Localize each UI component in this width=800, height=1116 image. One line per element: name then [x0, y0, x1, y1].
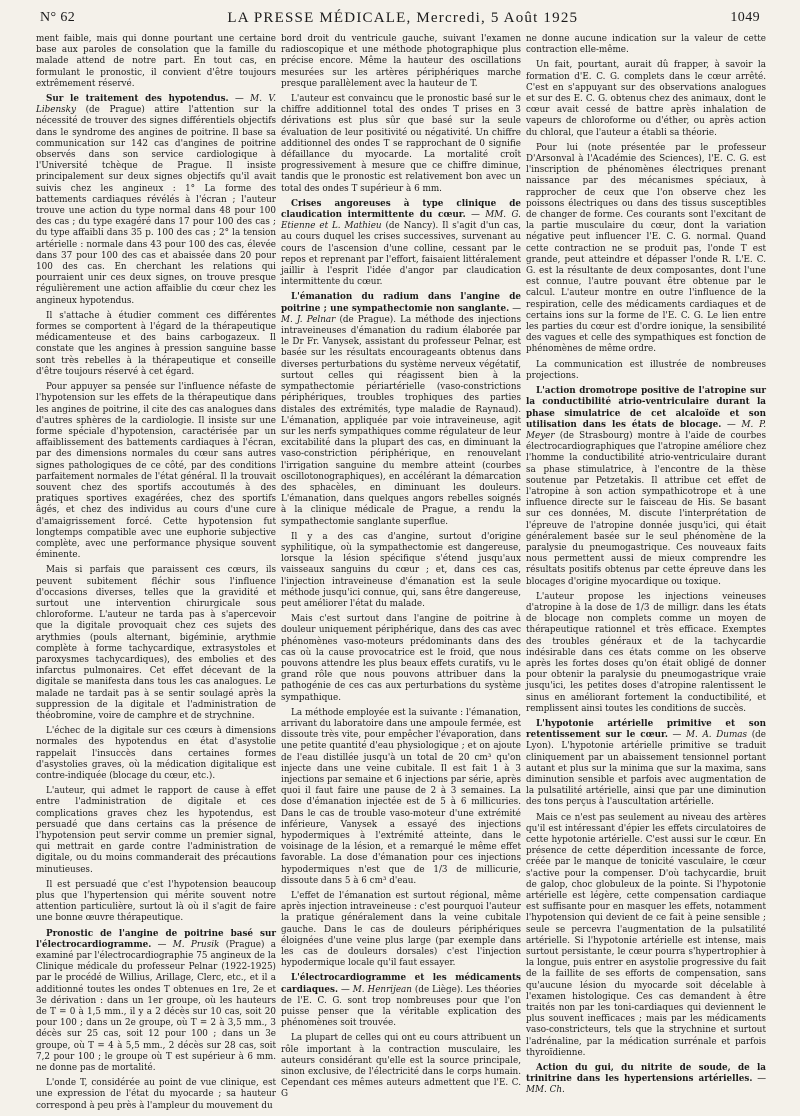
paragraph [36, 1078, 276, 1112]
page-number: 1049 [730, 10, 760, 25]
paragraph [281, 292, 521, 527]
page-header [40, 6, 760, 30]
section-heading: L'action dromotrope positive de l'atropine sur la conductibilité atrio-ventriculaire durant la phase simulatrice de cet alcaloïde et son utilisation dans les états de blocage. [526, 386, 766, 430]
paragraph [281, 94, 521, 195]
section-heading: Action du gui, du nitrite de soude, de la trinitrine dans les hypertensions artérielles. [526, 1063, 766, 1085]
paragraph [526, 1063, 766, 1097]
paragraph-text: La plupart de celles qui ont eu cours attribuent un rôle important à la contraction musculaire, les auteurs considérant qu'elle est la source principale, sinon exclusive, de l'électricité dans le corps humain. Cependant ces mêmes auteurs admettent que l'E. C. G [281, 1033, 521, 1100]
paragraph-text: Mais si parfais que paraissent ces cœurs, ils peuvent subitement fléchir sous l'influence d'occasions diverses, telles que la gravidité et surtout une intervention chirurgicale sous chloroforme. L'auteur ne tarda pas à s'apercevoir que la digitale provoquait chez ces sujets des arythmies (pouls alternant, bigéminie, arythmie complète à forme tachycardique, extrasystoles et paroxysmes tachycardiques), des embolies et des infarctus pulmonaires. Cet effet décevant de la digitale se manifesta dans tous les cas analogues. Le malade ne tardait pas à se sentir soulagé après la suppression de la digitale et l'administration de théobromine, voire de camphre et de strychnine. [36, 565, 276, 721]
paragraph [526, 386, 766, 588]
author-name: — MM. G. Etienne et L. Mathieu [281, 210, 521, 232]
paragraph-text: L'onde T, considérée au point de vue clinique, est une expression de l'état du myocarde ; sa hauteur correspond à peu près à l'ampleur du mouvement du [36, 1078, 276, 1111]
column-2 [281, 34, 521, 1116]
paragraph [281, 1033, 521, 1100]
paragraph-text: La méthode employée est la suivante : l'émanation, arrivant du laboratoire dans une ampoule fermée, est dissoute très vite, pour empêcher l'évaporation, dans une petite quantité d'eau physiologique ; et on ajoute de l'eau distillée jusqu'à un total de 20 cm³ qu'on injecte dans une veine cubitale. Il est fait 1 à 3 injections par semaine et 6 injections par série, après quoi il faut faire une pause de 2 à 3 semaines. La dose d'émanation injectée est de 5 à 6 millicuries. Dans le cas de trouble vaso-moteur d'une extrémité inférieure, Vanysek a essayé des injections hypodermiques à l'extrémité atteinte, dans le voisinage de la lésion, et a remarqué le même effet favorable. La dose d'émanation pour ces injections hypodermiques n'est que de 1/3 de millicurie, dissoute dans 5 à 6 cm³ d'eau. [281, 707, 521, 886]
paragraph-text: Il s'attache à étudier comment ces différentes formes se comportent à l'égard de la thérapeutique médicamenteuse et des bains carbogazeux. Il constate que les angines à pression sanguine basse sont très rebelles à la thérapeutique et conseille d'être toujours réservé à cet égard. [36, 310, 276, 377]
author-name: — M. Henrijean [338, 984, 412, 995]
paragraph [36, 726, 276, 782]
paragraph-text: Un fait, pourtant, aurait dû frapper, à savoir la formation d'E. C. G. complets dans le cœur arrêté. C'est en s'appuyant sur des observations analogues et sur des E. C. G. obtenus chez des animaux, dont le cœur avait cessé de battre après inhalation de vapeurs de chloroforme ou d'éther, ou après action du chloral, que l'auteur a établi sa théorie. [526, 60, 766, 138]
paragraph [36, 311, 276, 378]
paragraph-text: (Prague) a examiné par l'électrocardiographie 75 angineux de la Clinique médicale du professeur Pelnar (1922-1925) par le procédé de Willius, Arillage, Clerc, etc., et il a additionné toutes les ondes T obtenues en 1re, 2e et 3e dérivation : dans un 1er groupe, où les hauteurs de T = 0 à 1,5 mm., il y a 2 décès sur 10 cas, soit 20 pour 100 ; dans un 2e groupe, où T = 2 à 3,5 mm., 3 décès sur 25 cas, soit 12 pour 100 ; dans un 3e groupe, où T = 4 à 5,5 mm., 2 décès sur 28 cas, soit 7,2 pour 100 ; le groupe où T est supérieur à 6 mm. ne donne pas de mortalité. [36, 939, 277, 1074]
section-heading: Crises angoreuses à type clinique de claudication intermittente du cœur. [281, 198, 521, 221]
article-columns [36, 34, 767, 1111]
author-name: — M. P. Meyer [526, 419, 767, 441]
paragraph [526, 360, 766, 382]
paragraph-text: (de Strasbourg) montre à l'aide de courbes électrocardiographiques que l'atropine améliore chez l'homme la conductibilité atrio-ventriculaire durant sa phase stimulatrice, à l'encontre de la thèse soutenue par Petzetakis. Il attribue cet effet de l'atropine à son action sympathicotrope et à une influence directe sur le faisceau de His. Se basant sur ces données, M. discute l'interprétation de l'épreuve de l'atropine donnée jusqu'ici, qui était généralement basée sur le seul phénomène de la paralysie du pneumogastrique. Ces nouveaux faits nous permettent aussi de mieux comprendre les résultats positifs obtenus par cette épreuve dans les blocages d'origine myocardique ou toxique. [526, 430, 766, 587]
paragraph [281, 614, 521, 704]
paragraph-text: Pour lui (note présentée par le professeur D'Arsonval à l'Académie des Sciences), l'E. C. G. est l'inscription de phénomènes électriques prenant naissance par des mécanismes spéciaux, à rapprocher de ceux que l'on observe chez les poissons électriques ou dans des tissus susceptibles de changer de forme. Ces courants sont l'excitant de la partie musculaire du cœur, dont la variation négative peut influencer l'E. C. G. normal. Quand cette contraction ne se produit pas, l'onde T est grande, peut atteindre et dépasser l'onde R. L'E. C. G. est la résultante de deux composantes, dont l'une est connue, l'autre pouvant être obtenue par le calcul. L'auteur montre en outre l'influence de la respiration, celle des médicaments cardiaques et de certains ions sur la forme de l'E. C. G. Le lien entre les parties du cœur est d'ordre ionique, la sensibilité des vagues et celle des sympathiques est fonction de phénomènes de même ordre. [526, 142, 766, 355]
paragraph [36, 382, 276, 561]
paragraph [281, 532, 521, 610]
paragraph-text: L'auteur est convaincu que le pronostic basé sur le chiffre additionnel total des ondes T prises en 3 dérivations est plus sûr que basé sur la seule évaluation de leur positivité ou négativité. Un chiffre additionnel des ondes T se rapprochant de 0 signifie défaillance du myocarde. La mortalité croît progressivement à mesure que ce chiffre diminue, tandis que le pronostic est relativement bon avec un total des ondes T supérieur à 6 mm. [281, 94, 521, 194]
section-heading: L'hypotonie artérielle primitive et son retentissement sur le cœur. [526, 718, 766, 741]
paragraph [526, 813, 766, 1059]
section-heading: L'électrocardiogramme et les médicaments cardiaques. [281, 973, 521, 995]
paragraph [36, 94, 276, 307]
paragraph [36, 565, 276, 722]
paragraph [36, 34, 276, 90]
paragraph [281, 199, 521, 289]
paragraph-text: bord droit du ventricule gauche, suivant l'examen radioscopique et une méthode photographique plus précise encore. Même la hauteur des oscillations mesurées sur les artères périphériques marche presque parallèlement avec la hauteur de T. [281, 34, 521, 89]
paragraph [36, 786, 276, 876]
paragraph-text: L'auteur, qui admet le rapport de cause à effet entre l'administration de digitale et ces complications graves chez les hypotendus, est persuadé que dans certains cas la présence de l'hypotension peut servir comme un premier signal, qui mettrait en garde contre l'administration de digitale, ou du moins commanderait des précautions minutieuses. [36, 786, 276, 875]
section-heading: L'émanation du radium dans l'angine de poitrine ; une sympathectomie non sanglante. [281, 292, 521, 314]
paragraph-text: Il est persuadé que c'est l'hypotension beaucoup plus que l'hypertension qui mérite souvent notre attention particulière, surtout là où il s'agit de faire une bonne œuvre thérapeutique. [36, 879, 276, 924]
paragraph [526, 143, 766, 356]
paragraph-text: (de Prague). La méthode des injections intraveineuses d'émanation du radium élaborée par le Dr Fr. Vanysek, assistant du professeur Pelnar, est basée sur les résultats encourageants obtenus dans diverses perturbations du système nerveux végétatif, surtout celles qui réagissent bien à la sympathectomie périartérielle (vaso-constrictions périphériques, troubles trophiques des parties distales des extrémités, type maladie de Raynaud). L'émanation, appliquée par voie intraveineuse, agit sur les nerfs sympathiques comme régulateur de leur excitabilité dans la plupart des cas, en diminuant la vaso-constriction périphérique, en renouvelant l'irrigation sanguine du membre atteint (courbes oscillotonographiques), en accélérant la démarcation des sphacèles, en diminuant les douleurs. L'émanation, dans quelques angors rebelles soignés à la clinique médicale de Prague, a rendu la sympathectomie sanglante superflue. [281, 314, 521, 527]
paragraph [36, 929, 276, 1075]
author-name: — M. V. Libensky [36, 94, 276, 116]
author-name: — M. Prusik [151, 939, 220, 950]
paragraph [526, 719, 766, 809]
paragraph-text: (de Liège). Les théories de l'E. C. G. sont trop nombreuses pour que l'on puisse penser que la véritable explication des phénomènes soit trouvée. [281, 984, 521, 1029]
section-heading: Pronostic de l'angine de poitrine basé sur l'électrocardiogramme. [36, 928, 276, 950]
paragraph [526, 60, 766, 138]
paragraph [526, 34, 766, 56]
paragraph [281, 973, 521, 1029]
paragraph-text: Mais c'est surtout dans l'angine de poitrine à douleur uniquement périphérique, dans des cas avec phénomènes vaso-moteurs prédominants dans des cas où la cause provocatrice est le froid, que nous pouvons attendre les plus beaux effets curatifs, vu le grand rôle que nous pouvons attribuer dans la pathogénie de ces cas aux perturbations du système sympathique. [281, 614, 521, 703]
issue-number: N° 62 [40, 10, 76, 25]
paragraph-text: L'effet de l'émanation est surtout régional, même après injection intraveineuse : c'est pourquoi l'auteur la pratique généralement dans la veine cubitale gauche. Dans le cas de douleurs périphériques éloignées d'une veine plus large (par exemple dans les cas de douleurs dorsales) c'est l'injection hypodermique locale qu'il faut essayer. [281, 891, 521, 969]
paragraph-text: Il y a des cas d'angine, surtout d'origine syphilitique, où la sympathectomie est dangereuse, lorsque la lésion spécifique s'étend jusqu'aux vaisseaux sanguins du cœur ; et, dans ces cas, l'injection intraveineuse d'émanation est la seule méthode jusqu'ici connue, qui, sans être dangereuse, peut améliorer l'état du malade. [281, 531, 521, 609]
column-1 [36, 34, 276, 1116]
paragraph [281, 891, 521, 969]
author-name: — MM. Ch. [526, 1074, 766, 1096]
publication-title: LA PRESSE MÉDICALE, Mercredi, 5 Août 1925 [227, 9, 579, 26]
paragraph-text: L'échec de la digitale sur ces cœurs à dimensions normales des hypotendus en état d'asystolie rappelait l'insuccès dans certaines formes d'asystolies graves, où la médication digitalique est contre-indiquée (blocage du cœur, etc.). [36, 726, 276, 781]
paragraph-text: ne donne aucune indication sur la valeur de cette contraction elle-même. [526, 34, 766, 56]
paragraph-text: (de Prague) attire l'attention sur la nécessité de trouver des signes différentiels objectifs dans le syndrome des angines de poitrine. Il base sa communication sur 142 cas d'angines de poitrine observés dans son service cardiologique à l'Université tchèque de Prague. Il insiste principalement sur deux signes objectifs qu'il avait suivis chez les angineux : 1° La forme des battements cardiaques révélés à l'écran ; l'auteur trouve une action du type normal dans 48 pour 100 des cas ; du type exagéré dans 17 pour 100 des cas ; du type affaibli dans 35 p. 100 des cas ; 2° la tension artérielle : normale dans 43 pour 100 des cas, élevée dans 37 pour 100 des cas et abaissée dans 20 pour 100 des cas. En cherchant les relations qui pourraient unir ces deux signes, on trouve presque régulièrement une action affaiblie du cœur chez les angineux hypotendus. [36, 105, 276, 306]
paragraph-text: Pour appuyer sa pensée sur l'influence néfaste de l'hypotension sur les effets de la thérapeutique dans les angines de poitrine, il cite des cas analogues dans d'autres sphères de la cardiologie. Il insiste sur une forme spéciale d'hypotension, caractérisée par un affaiblissement des battements cardiaques à l'écran, par des dimensions normales du cœur sans autres signes pathologiques de ce côté, par des conditions parfaitement normales de l'état général. Il la trouvait souvent chez des sportifs accoutumés à des pratiques sportives exagérées, chez des sportifs âgés, et chez des individus au cours d'une cure d'amaigrissement forcé. Cette hypotension fut longtemps compatible avec une euphorie subjective complète, avec une performance physique souvent éminente. [36, 382, 276, 561]
column-3 [526, 34, 766, 1116]
section-heading: Sur le traitement des hypotendus. [46, 94, 229, 105]
author-name: — M. A. Dumas [667, 730, 748, 741]
paragraph-text: (de Lyon). L'hypotonie artérielle primitive se traduit cliniquement par un abaissement tensionnel portant autant et plus sur la minima que sur la maxima, sans diminution sensible et parfois avec augmentation de la pulsatilité artérielle, ainsi que par une diminution des tons perçus à l'auscultation artérielle. [526, 730, 766, 808]
paragraph-text: L'auteur propose les injections veineuses d'atropine à la dose de 1/3 de milligr. dans les états de blocage non complets comme un moyen de thérapeutique rationnel et très efficace. Exemptes des troubles généraux et de la tachycardie indésirable dans ces états comme on les observe après les fortes doses qu'on était obligé de donner pour obtenir la paralysie du pneumogastrique vraie jusqu'ici, les petites doses d'atropine ralentissent le sinus en améliorant fortement la conductibilité, et remplissent ainsi toutes les conditions de succès. [526, 591, 766, 714]
paragraph [36, 880, 276, 925]
paragraph-text: (de Nancy). Il s'agit d'un cas, au cours duquel les crises successives, survenant au cours de l'ascension d'une colline, cessant par le repos et reprenant par l'effort, faisaient littéralement jaillir à l'esprit l'idée d'angor par claudication intermittente du cœur. [281, 221, 522, 288]
author-name: — M. J. Pelnar [281, 303, 521, 325]
paragraph-text: Mais ce n'est pas seulement au niveau des artères qu'il est intéressant d'épier les effets circulatoires de cette hypotonie artérielle. C'est aussi sur le cœur. En présence de cette déperdition incessante de force, créée par le manque de tonicité vasculaire, le cœur s'active pour la compenser. D'où tachycardie, bruit de galop, choc globuleux de la pointe. Si l'hypotonie artérielle est légère, cette compensation cardiaque est suffisante pour en masquer les effets, notamment l'hypotension qui devient de ce fait à peine sensible ; seule se percevra l'augmentation de la pulsatilité artérielle. Si l'hypotonie artérielle est intense, mais surtout persistante, le cœur pourra s'hypertrophier à la longue, puis entrer en asystolie progressive du fait de la faillite de ses efforts de compensation, sans qu'aucune lésion du myocarde soit décelable à l'examen histologique. Ces cas demandent à être traités non par les toni-cardiaques qui deviennent le plus souvent inefficaces ; mais par les médicaments vaso-constricteurs, tels que la strychnine et surtout l'adrénaline, par la médication surrénale et parfois thyroïdienne. [526, 812, 766, 1058]
paragraph [281, 708, 521, 887]
paragraph-text: ment faible, mais qui donne pourtant une certaine base aux paroles de consolation que la famille du malade attend de notre part. En tout cas, en formulant le pronostic, il convient d'être toujours extrêmement réservé. [36, 34, 276, 89]
paragraph [281, 34, 521, 90]
paragraph-text: La communication est illustrée de nombreuses projections. [526, 359, 766, 381]
paragraph [526, 592, 766, 715]
